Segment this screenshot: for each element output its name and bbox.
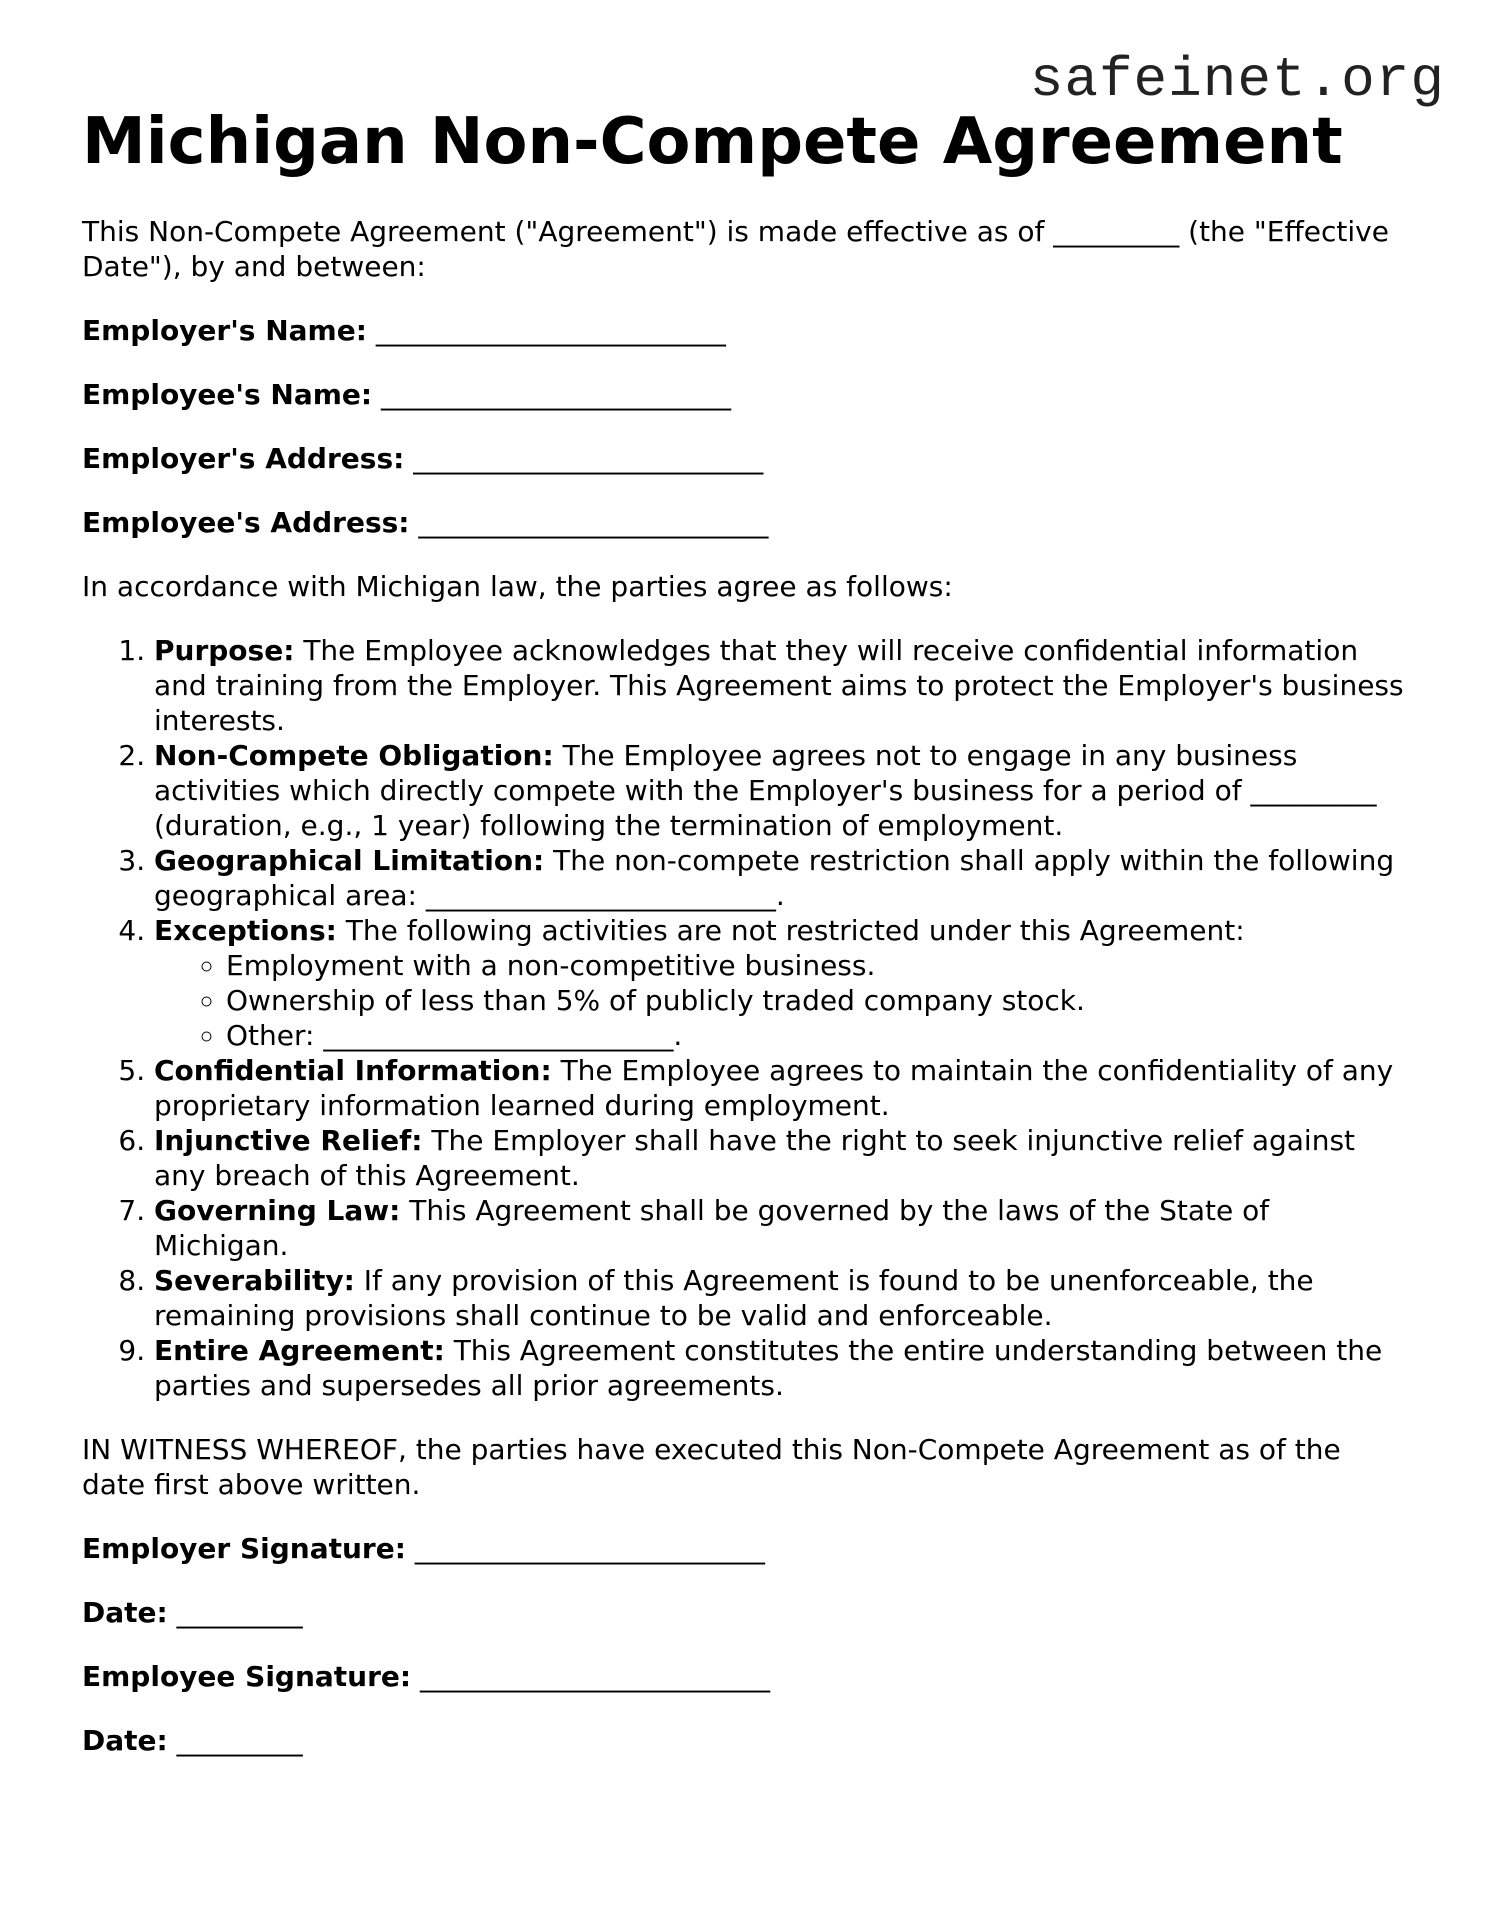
employee-signature-field[interactable] xyxy=(82,1659,1412,1694)
employee-address-field[interactable] xyxy=(82,505,1412,540)
clauses-list xyxy=(82,633,1412,1403)
document-page xyxy=(82,104,1412,1758)
field-label: Employee Signature: xyxy=(82,1660,412,1693)
clause-text: The non-compete restriction shall apply within the following geographical area: _________________________. xyxy=(154,844,1395,912)
clause-heading: Non-Compete Obligation: xyxy=(154,739,554,772)
field-blank[interactable]: _________________________ xyxy=(381,378,731,411)
employer-name-field[interactable] xyxy=(82,313,1412,348)
clause-heading: Purpose: xyxy=(154,634,295,667)
exception-item: ◦ Other: _________________________. xyxy=(226,1018,1412,1053)
employee-name-field[interactable] xyxy=(82,377,1412,412)
clause-text: If any provision of this Agreement is found to be unenforceable, the remaining provisions shall continue to be valid and enforceable. xyxy=(154,1264,1314,1332)
clause-heading: Exceptions: xyxy=(154,914,337,947)
clause-governing-law xyxy=(154,1193,1412,1263)
clause-heading: Severability: xyxy=(154,1264,355,1297)
clause-text: The Employee agrees to maintain the confidentiality of any proprietary information learned during employment. xyxy=(154,1054,1394,1122)
clause-text: The Employee agrees not to engage in any business activities which directly compete with the Employer's business for a period of _________ (duration, e.g., 1 year) following the termination of employment. xyxy=(154,739,1377,842)
clause-text: This Agreement constitutes the entire understanding between the parties and supersedes all prior agreements. xyxy=(154,1334,1383,1402)
field-label: Employer Signature: xyxy=(82,1532,406,1565)
exception-item: ◦ Employment with a non-competitive business. xyxy=(226,948,1412,983)
clause-exceptions xyxy=(154,913,1412,1053)
clause-injunctive-relief xyxy=(154,1123,1412,1193)
clause-geographical-limitation xyxy=(154,843,1412,913)
watermark: safeinet.org xyxy=(1029,48,1445,112)
field-label: Date: xyxy=(82,1724,168,1757)
clause-confidential-information xyxy=(154,1053,1412,1123)
employer-address-field[interactable] xyxy=(82,441,1412,476)
clause-heading: Governing Law: xyxy=(154,1194,401,1227)
clause-heading: Injunctive Relief: xyxy=(154,1124,423,1157)
clause-purpose xyxy=(154,633,1412,738)
field-label: Date: xyxy=(82,1596,168,1629)
clause-heading: Confidential Information: xyxy=(154,1054,552,1087)
clause-text: The Employer shall have the right to seek injunctive relief against any breach of this Agreement. xyxy=(154,1124,1356,1192)
field-blank[interactable]: _________________________ xyxy=(413,442,764,475)
clause-text: The following activities are not restricted under this Agreement: xyxy=(345,914,1245,947)
field-blank[interactable]: _________ xyxy=(176,1596,303,1629)
exception-item: ◦ Ownership of less than 5% of publicly traded company stock. xyxy=(226,983,1412,1018)
witness-paragraph: IN WITNESS WHEREOF, the parties have executed this Non-Compete Agreement as of the date first above written. xyxy=(82,1433,1341,1501)
clause-non-compete-obligation xyxy=(154,738,1412,843)
employer-signature-field[interactable] xyxy=(82,1531,1412,1566)
field-blank[interactable]: _________________________ xyxy=(418,506,769,539)
clause-entire-agreement xyxy=(154,1333,1412,1403)
clause-heading: Geographical Limitation: xyxy=(154,844,545,877)
field-blank[interactable]: _________________________ xyxy=(375,314,726,347)
field-label: Employer's Name: xyxy=(82,314,367,347)
clause-heading: Entire Agreement: xyxy=(154,1334,445,1367)
field-label: Employee's Name: xyxy=(82,378,373,411)
clause-severability xyxy=(154,1263,1412,1333)
employer-date-field[interactable] xyxy=(82,1595,1412,1630)
clause-text: The Employee acknowledges that they will receive confidential information and training from the Employer. This Agreement aims to protect the Employer's business interests. xyxy=(154,634,1404,737)
field-blank[interactable]: _________ xyxy=(176,1724,303,1757)
field-blank[interactable]: _________________________ xyxy=(420,1660,771,1693)
document-title: Michigan Non-Compete Agreement xyxy=(82,105,1343,179)
intro-paragraph: This Non-Compete Agreement ("Agreement") is made effective as of _________ (the "Effective Date"), by and between: xyxy=(82,215,1389,283)
employee-date-field[interactable] xyxy=(82,1723,1412,1758)
exceptions-list xyxy=(154,948,1412,1053)
field-label: Employer's Address: xyxy=(82,442,405,475)
lead-paragraph: In accordance with Michigan law, the parties agree as follows: xyxy=(82,570,953,603)
field-blank[interactable]: _________________________ xyxy=(414,1532,765,1565)
field-label: Employee's Address: xyxy=(82,506,410,539)
clause-text: This Agreement shall be governed by the laws of the State of Michigan. xyxy=(154,1194,1270,1262)
